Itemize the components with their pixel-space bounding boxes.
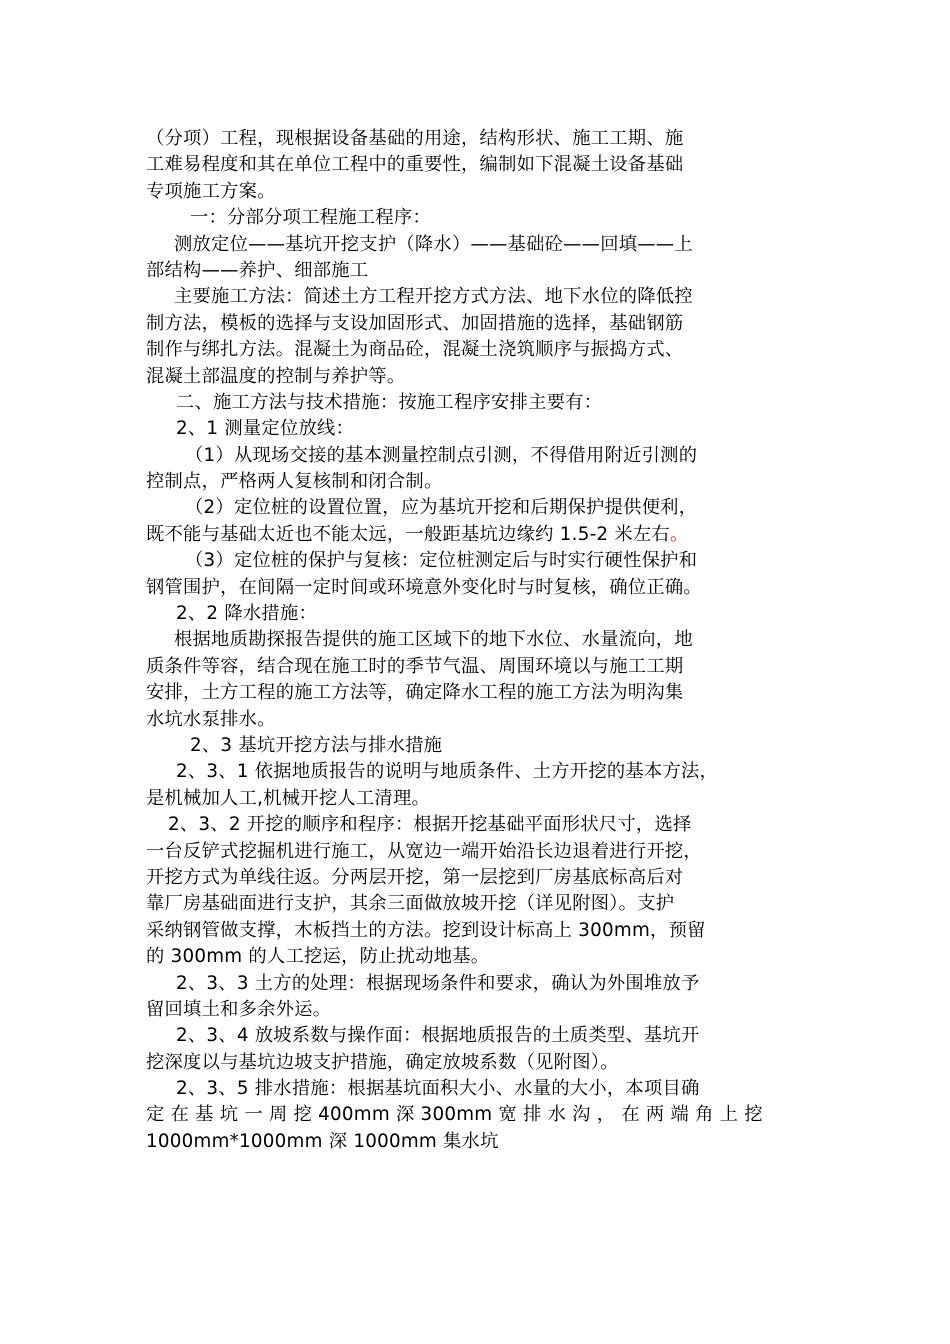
text-line [146, 522, 812, 548]
text-line: 专项施工方案。 [146, 180, 276, 202]
text-line: 质条件等容，结合现在施工时的季节气温、周围环境以与施工工期 [146, 655, 684, 677]
text-line: 留回填土和多余外运。 [146, 998, 332, 1020]
text-line: （3）定位桩的保护与复核：定位桩测定后与时实行硬性保护和 [185, 550, 698, 572]
text-line: 一台反铲式挖掘机进行施工，从宽边一端开始沿长边退着进行开挖， [146, 840, 702, 862]
text-line: 1000mm*1000mm 深 1000mm 集水坑 [146, 1130, 499, 1152]
text-line: （分项）工程，现根据设备基础的用途，结构形状、施工工期、施 [146, 128, 684, 149]
text-line: 安排，土方工程的施工方法等，确定降水工程的施工方法为明沟集 [146, 682, 684, 704]
subsection-heading: 2、2 降水措施： [176, 603, 318, 625]
text-segment: 既不能与基础太近也不能太远，一般距基坑边缘约 1.5-2 米左右 [146, 523, 670, 545]
text-line: 控制点，严格两人复核制和闭合制。 [146, 471, 443, 493]
text-line: 根据地质勘探报告提供的施工区域下的地下水位、水量流向，地 [174, 629, 693, 651]
text-line: 工难易程度和其在单位工程中的重要性，编制如下混凝土设备基础 [146, 154, 684, 176]
text-line: 水坑水泵排水。 [146, 708, 276, 730]
section-heading: 一：分部分项工程施工程序： [190, 207, 431, 229]
text-line: 是机械加人工,机械开挖人工清理。 [146, 787, 431, 809]
text-line: 主要施工方法：简述土方工程开挖方式方法、地下水位的降低控 [174, 286, 693, 308]
text-line: （2）定位桩的设置位置，应为基坑开挖和后期保护提供便利， [185, 497, 698, 519]
section-heading: 二、施工方法与技术措施：按施工程序安排主要有： [176, 391, 603, 413]
text-line: 的 300mm 的人工挖运，防止扰动地基。 [146, 946, 490, 968]
text-line: 开挖方式为单线往返。分两层开挖，第一层挖到厂房基底标高后对 [146, 866, 684, 888]
text-line: 挖深度以与基坑边坡支护措施，确定放坡系数（见附图）。 [146, 1051, 619, 1073]
text-line: （1）从现场交接的基本测量控制点引测，不得借用附近引测的 [185, 444, 698, 466]
subsection-heading: 2、3 基坑开挖方法与排水措施 [190, 734, 443, 756]
text-line: 钢管围护，在间隔一定时间或环境意外变化时与时复核，确位正确。 [146, 576, 702, 598]
red-mark: 。 [669, 523, 689, 545]
subsection-heading: 2、1 测量定位放线： [176, 418, 355, 440]
text-line: 靠厂房基础面进行支护，其余三面做放坡开挖（详见附图）。支护 [146, 893, 675, 915]
text-line: 制方法，模板的选择与支设加固形式、加固措施的选择，基础钢筋 [146, 312, 684, 334]
text-line: 2、3、5 排水措施：根据基坑面积大小、水量的大小，本项目确 [176, 1078, 700, 1100]
text-line: 2、3、4 放坡系数与操作面：根据地质报告的土质类型、基坑开 [176, 1025, 700, 1047]
document-body [146, 126, 812, 1155]
text-line: 定 在 基 坑 一 周 挖 400mm 深 300mm 宽 排 水 沟 ， 在 两 端 角 上 挖 [146, 1104, 763, 1126]
text-line: 采纳钢管做支撑，木板挡土的方法。挖到设计标高上 300mm，预留 [146, 919, 706, 941]
text-line: 2、3、2 开挖的顺序和程序：根据开挖基础平面形状尺寸，选择 [168, 814, 692, 836]
text-line: 测放定位——基坑开挖支护（降水）——基础砼——回填——上 [174, 233, 693, 255]
text-line: 制作与绑扎方法。混凝土为商品砼，混凝土浇筑顺序与振捣方式、 [146, 339, 684, 361]
text-line: 部结构——养护、细部施工 [146, 259, 369, 281]
text-line: 2、3、3 土方的处理：根据现场条件和要求，确认为外围堆放予 [176, 972, 700, 994]
text-line: 2、3、1 依据地质报告的说明与地质条件、土方开挖的基本方法， [176, 761, 719, 783]
text-line: 混凝土部温度的控制与养护等。 [146, 365, 406, 387]
